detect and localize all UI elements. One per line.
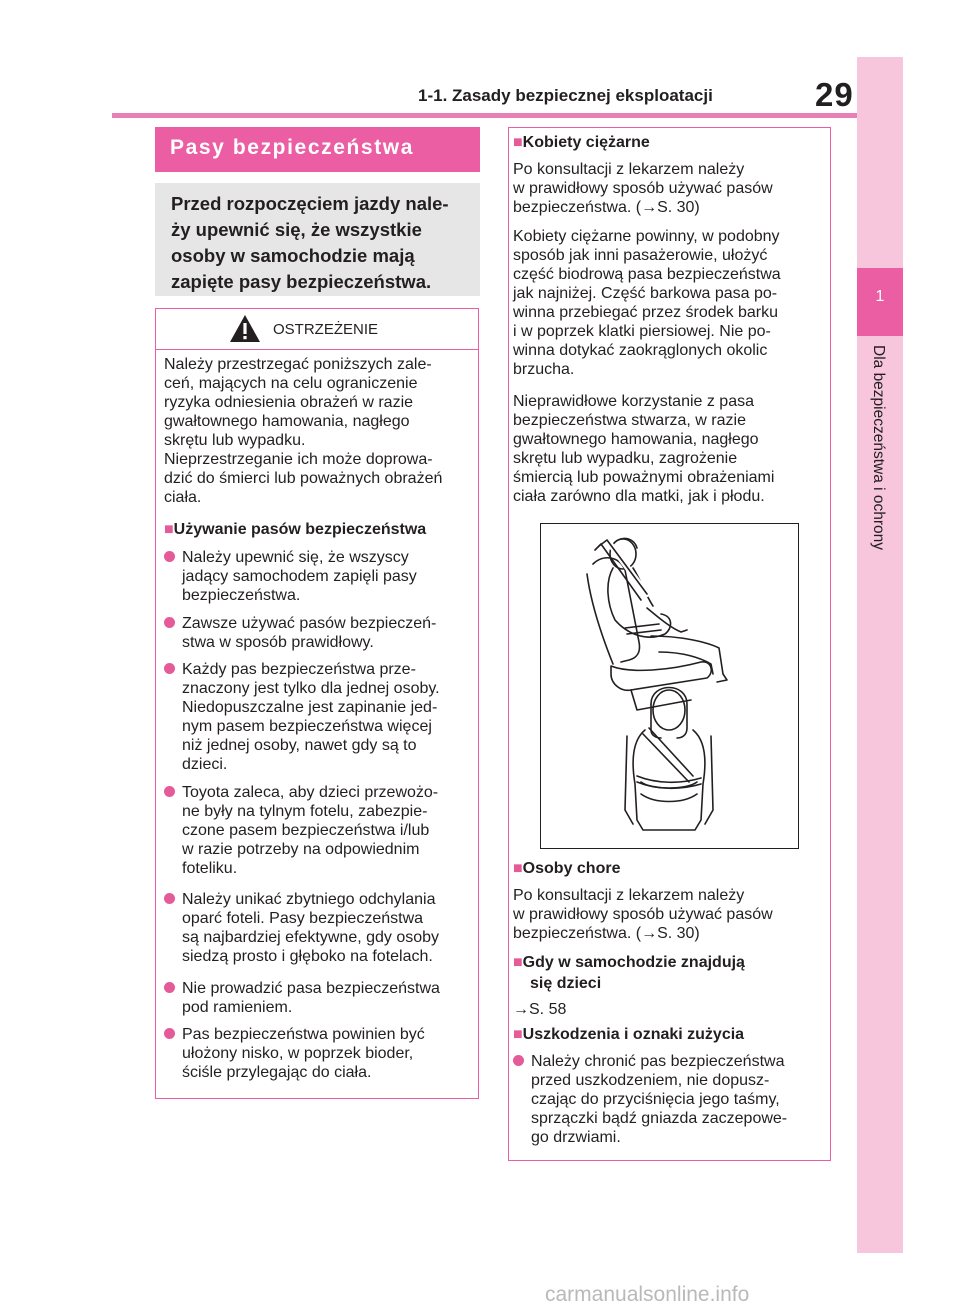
text-line: Nieprzestrzeganie ich może doprowa- [164,451,433,468]
text-line: śmiercią lub poważnymi obrażeniami [513,469,775,486]
square-bullet-icon: ■ [513,954,523,971]
warning-item [164,548,478,605]
text-line: Należy przestrzegać poniższych zale- [164,356,432,373]
text-line: winna dotykać zaokrąglonych okolic [513,342,768,359]
page-number: 29 [815,76,854,113]
warning-item [164,1025,478,1082]
text-line: siedzą prosto i głęboko na fotelach. [182,948,433,965]
header-rule [112,113,857,118]
text-line: bezpieczeństwa stwarza, w razie [513,412,746,429]
text-line: Nieprawidłowe korzystanie z pasa [513,393,754,410]
children-reference: →S. 58 [513,1001,567,1018]
text-line: i w poprzek klatki piersiowej. Nie po- [513,323,771,340]
text-line: są najbardziej efektywne, gdy osoby [182,929,440,946]
square-bullet-icon: ■ [513,134,523,151]
bullet-icon [164,617,175,628]
bullet-icon [164,786,175,797]
text-line: w prawidłowy sposób używać pasów [513,180,773,197]
square-bullet-icon: ■ [513,1026,523,1043]
text-line: czając do przyciśnięcia jego taśmy, [531,1091,780,1108]
bullet-icon [164,982,175,993]
text-line: przed uszkodzeniem, nie dopusz- [531,1072,770,1089]
section-title: Pasy bezpieczeństwa [170,136,414,159]
subheading-text: Używanie pasów bezpieczeństwa [173,521,427,538]
side-tab-label: Dla bezpieczeństwa i ochrony [870,345,887,551]
text-line: sprzączki bądź gniazda zaczepowe- [531,1110,788,1127]
warning-item [164,890,478,966]
text-line: znaczony jest tylko dla jednej osoby. [182,680,440,697]
text-line: ryzyka odniesienia obrażeń w razie [164,394,414,411]
text-line: niż jednej osoby, nawet gdy są to [182,737,417,754]
heading-text: Kobiety ciężarne [522,134,650,151]
bullet-icon [164,1028,175,1039]
heading-text: Gdy w samochodzie znajdują [522,954,745,971]
bullet-icon [164,663,175,674]
text-line: pod ramieniem. [182,999,293,1016]
warning-triangle-icon [229,314,261,343]
pregnant-paragraph-1 [513,160,828,217]
damage-heading [513,1026,744,1044]
text-line: czone pasem bezpieczeństwa i/lub [182,822,430,839]
text-line: dzieci. [182,756,228,773]
text-line: ułożony nisko, w poprzek bioder, [182,1045,414,1062]
text-line: Zawsze używać pasów bezpieczeń- [182,615,437,632]
warning-item [164,660,478,774]
text-line: jadący samochodem zapięli pasy [182,568,417,585]
text-line: foteliku. [182,860,238,877]
text-line: jak najniżej. Część barkowa pasa po- [513,285,778,302]
warning-title: OSTRZEŻENIE [273,321,379,338]
pregnant-paragraph-2 [513,227,828,379]
text-line: bezpieczeństwa. (→S. 30) [513,199,700,216]
intro-line: zapięte pasy bezpieczeństwa. [171,271,432,292]
side-tab [857,57,903,1253]
side-tab-label-wrap [857,345,903,645]
children-heading [513,952,745,994]
text-line: bezpieczeństwa. [182,587,301,604]
warning-item [164,614,478,652]
square-bullet-icon: ■ [513,860,523,877]
text-line: ciała. [164,489,202,506]
text-line: Należy unikać zbytniego odchylania [182,891,436,908]
text-line: Kobiety ciężarne powinny, w podobny [513,228,780,245]
text-line: ceń, mających na celu ograniczenie [164,375,418,392]
text-line: Należy upewnić się, że wszyscy [182,549,409,566]
intro-text [171,191,476,295]
text-line: bezpieczeństwa. (→S. 30) [513,925,700,942]
watermark: carmanualsonline.info [545,1283,750,1306]
text-line: oparć foteli. Pasy bezpieczeństwa [182,910,424,927]
text-line: stwa w sposób prawidłowy. [182,634,374,651]
bullet-icon [164,551,175,562]
text-line: go drzwiami. [531,1129,621,1146]
text-line: nym pasem bezpieczeństwa więcej [182,718,432,735]
heading-text: Osoby chore [522,860,621,877]
header-title: 1-1. Zasady bezpiecznej eksploatacji [418,86,713,105]
text-line: Toyota zaleca, aby dzieci przewożo- [182,784,439,801]
bullet-icon [164,893,175,904]
ill-paragraph [513,886,828,943]
side-tab-number: 1 [875,288,885,305]
heading-text: Uszkodzenia i oznaki zużycia [522,1026,745,1043]
warning-item [164,783,478,878]
square-bullet-icon: ■ [164,521,174,538]
pregnant-heading [513,134,650,152]
text-line: dzić do śmierci lub poważnych obrażeń [164,470,443,487]
text-line: Należy chronić pas bezpieczeństwa [531,1053,785,1070]
text-line: sposób jak inni pasażerowie, ułożyć [513,247,768,264]
text-line: skrętu lub wypadku, zagrożenie [513,450,738,467]
intro-line: ży upewnić się, że wszystkie [171,219,422,240]
intro-line: Przed rozpoczęciem jazdy nale- [171,193,449,214]
text-line: Nie prowadzić pasa bezpieczeństwa [182,980,440,997]
warning-subheading [164,521,426,539]
text-line: Każdy pas bezpieczeństwa prze- [182,661,416,678]
text-line: winna przebiegać przez środek barku [513,304,779,321]
warning-item [164,979,478,1017]
text-line: skrętu lub wypadku. [164,432,306,449]
text-line: Po konsultacji z lekarzem należy [513,161,745,178]
text-line: ściśle przylegając do ciała. [182,1064,372,1081]
text-line: ne były na tylnym fotelu, zabezpie- [182,803,428,820]
seatbelt-illustration [541,524,798,848]
text-line: w prawidłowy sposób używać pasów [513,906,773,923]
bullet-icon [513,1055,524,1066]
text-line: ciała zarówno dla matki, jak i płodu. [513,488,765,505]
text-line: w razie potrzeby na odpowiednim [182,841,420,858]
pregnant-paragraph-3 [513,392,828,506]
text-line: Niedopuszczalne jest zapinanie jed- [182,699,438,716]
text-line: Pas bezpieczeństwa powinien być [182,1026,425,1043]
damage-item [513,1052,829,1147]
heading-text: się dzieci [530,975,602,992]
intro-line: osoby w samochodzie mają [171,245,415,266]
warning-intro [164,355,476,507]
text-line: część biodrową pasa bezpieczeństwa [513,266,781,283]
text-line: gwałtownego hamowania, nagłego [513,431,759,448]
text-line: brzucha. [513,361,575,378]
ill-heading [513,860,620,878]
text-line: gwałtownego hamowania, nagłego [164,413,410,430]
text-line: Po konsultacji z lekarzem należy [513,887,745,904]
